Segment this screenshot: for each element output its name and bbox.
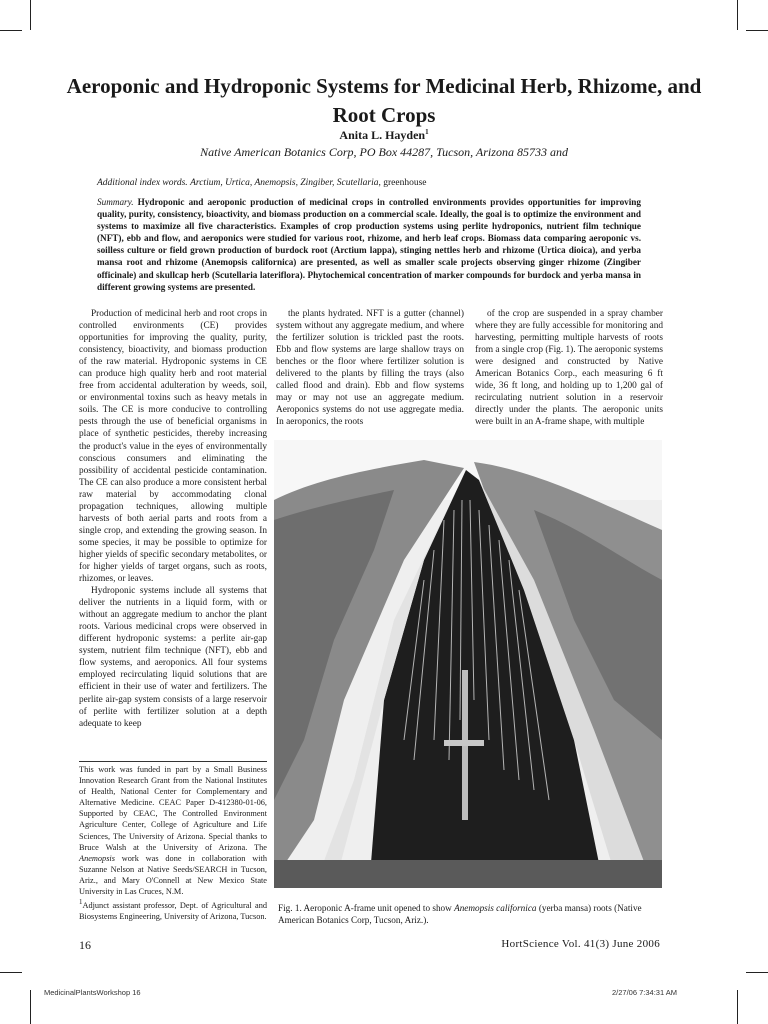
footnote-divider [79, 761, 267, 762]
figure-photo-aeroponic-a-frame [274, 440, 662, 888]
print-slug-timestamp: 2/27/06 7:34:31 AM [612, 988, 678, 997]
crop-mark [737, 990, 738, 1024]
crop-mark [0, 30, 22, 31]
abstract-label: Summary. [97, 197, 134, 207]
crop-mark [0, 972, 22, 973]
footnotes [79, 764, 267, 922]
author-footnote-mark: 1 [425, 128, 429, 136]
caption-tail: (yerba mansa) roots (Native American Botanics Corp, Tucson, Ariz.). [278, 903, 642, 925]
journal-reference: HortScience Vol. 41(3) June 2006 [501, 938, 660, 950]
body-paragraph: Hydroponic systems include all systems that deliver the nutrients in a liquid form, with or without an aggregate medium to anchor the plant roots. Various medicinal crops were observed in different hydroponic systems: a perlite air-gap system, nutrient film technique (NFT), ebb and flow systems, and aeroponics. All four systems employed recirculating liquid solutions that are efficient in their use of water and fertilizers. The perlite air-gap system consists of a large reservoir of perlite with fertilizer solution at a depth adequate to keep [79, 586, 267, 729]
article-title: Aeroponic and Hydroponic Systems for Medicinal Herb, Rhizome, and Root Crops [66, 74, 702, 127]
abstract-text: Hydroponic and aeroponic production of medicinal crops in controlled environments provides opportunities for improving quality, purity, consistency, bioactivity, and biomass production on a commercial scale. Ideally, the goal is to optimize the environment and systems to maximize all five characteristics. Examples of crop production systems using perlite hydroponics, nutrient film technique (NFT), ebb and flow, and aeroponics were studied for various root, rhizome, and herb leaf crops. Biomass data comparing aeroponic vs. soilless culture or field grown production of burdock root (Arctium lappa), stinging nettles herb and rhizome (Urtica dioica), and yerba mansa root and rhizome (Anemopsis californica) are presented, as well as smaller scale projects observing ginger rhizome (Zingiber officinale) and skullcap herb (Scutellaria lateriflora). Phytochemical concentration of marker compounds for burdock and yerba mansa in different growing systems are presented. [97, 197, 642, 292]
footnote-author [79, 897, 267, 922]
footnote-funding-tail: work was done in collaboration with Suzanne Nelson at Native Seeds/SEARCH in Tucson, Ariz., and Mary O'Connell at New Mexico State University in Las Cruces, N.M. [79, 853, 268, 897]
index-words-tail: , greenhouse [378, 178, 427, 188]
author-affiliation: Native American Botanics Corp, PO Box 44287, Tucson, Arizona 85733 and [200, 145, 568, 159]
print-slug-file: MedicinalPlantsWorkshop 16 [44, 988, 141, 997]
caption-text: Fig. 1. Aeroponic A-frame unit opened to show [278, 903, 452, 913]
figure-caption [278, 902, 668, 926]
index-words-terms: Arctium, Urtica, Anemopsis, Zingiber, Scutellaria [190, 178, 379, 188]
footnote-funding-text: This work was funded in part by a Small Business Innovation Research Grant from the National Institutes of Health, National Center for Complementary and Alternative Medicine. CEAC Paper D-412380-01-06, Supported by CEAC, The Controlled Environment Agriculture Center, College of Agriculture and Life Sciences, The University of Arizona. Special thanks to Bruce Walsh at the University of Arizona. The [79, 765, 267, 852]
crop-mark [737, 0, 738, 30]
index-words-label: Additional index words. [97, 178, 188, 188]
crop-mark [30, 990, 31, 1024]
author-text: Anita L. Hayden [339, 128, 426, 142]
body-column-3: of the crop are suspended in a spray chamber where they are fully accessible for monitoring and harvesting, permitting multiple harvests of roots from a single crop (Fig. 1). The aeroponic systems were designed and constructed by Native American Botanics Corp., each measuring 6 ft wide, 36 ft long, and holding up to 1,200 gal of recirculating nutrient solution in a reservoir directly under the plants. The aeroponic units were built in an A-frame shape, with multiple [475, 309, 663, 428]
body-column-2: the plants hydrated. NFT is a gutter (channel) system without any aggregate medium, and where the fertilizer solution is trickled past the roots. Ebb and flow systems are large shallow trays on benches or the floor where fertilizer solution is delivered to the plants by filling the trays (also called flood and drain). Ebb and flow systems may or may not use an aggregate medium. Aeroponics systems do not use aggregate media. In aeroponics, the roots [276, 309, 464, 428]
author-name [60, 128, 708, 143]
photo-illustration [274, 440, 662, 888]
crop-mark [30, 0, 31, 30]
footnote-author-mark: 1 [79, 899, 83, 907]
page-number: 16 [79, 938, 91, 952]
abstract [97, 196, 641, 293]
body-column-1 [79, 308, 267, 748]
footnote-author-text: Adjunct assistant professor, Dept. of Agricultural and Biosystems Engineering, University of Arizona, Tucson. [79, 900, 267, 921]
crop-mark [746, 972, 768, 973]
crop-mark [746, 30, 768, 31]
body-paragraph: Production of medicinal herb and root crops in controlled environments (CE) provides opportunities for improving the quality, purity, consistency, bioactivity, and biomass production of the raw material. Hydroponic systems in CE can produce high quality herb and root material free from accidental adulteration by weeds, soil, or environmental toxins such as heavy metals in soils. The CE is more conducive to controlling pests through the use of beneficial organisms in place of synthetic pesticides, thereby increasing the product's value in the eyes of environmentally conscious consumers and eliminating the possibility of accidental pesticide contamination. The CE can also produce a more consistent herbal raw material by accommodating clonal propagation techniques, allowing multiple harvests of both aerial parts and roots from a single crop, and extending the growing season. In some species, it may be possible to optimize for higher yields of specific secondary metabolites, or for higher yields of target organs, such as roots, rhizomes, or leaves. [79, 309, 267, 585]
caption-species: Anemopsis californica [454, 903, 537, 913]
index-words [97, 178, 657, 188]
footnote-funding-italic: Anemopsis [79, 853, 115, 863]
footnote-funding [79, 764, 267, 897]
